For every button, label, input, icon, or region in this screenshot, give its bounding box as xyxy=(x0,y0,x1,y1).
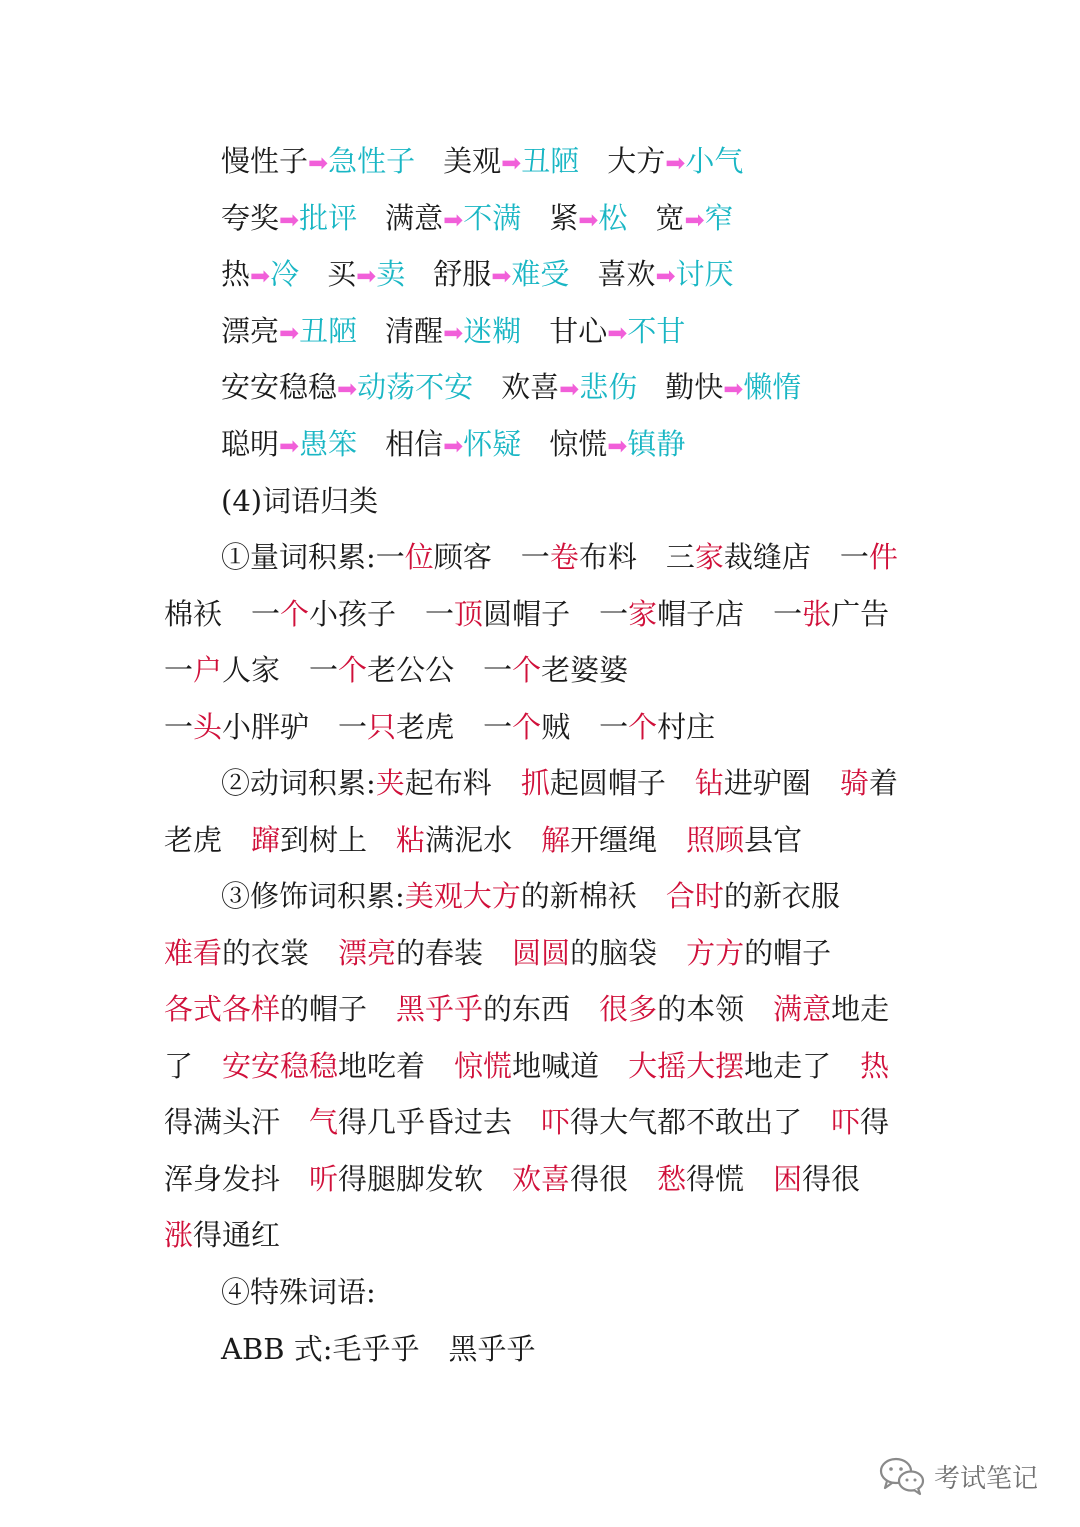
antonym-word: 悲伤 xyxy=(579,370,638,404)
arrow-icon: ➡ xyxy=(559,375,580,403)
text-run: 得腿脚发软 xyxy=(338,1162,513,1196)
highlight-word: 合时 xyxy=(665,879,724,913)
section-heading: (4)词语归类 xyxy=(221,484,379,518)
text-run: ①量词积累:一 xyxy=(221,540,405,574)
arrow-icon: ➡ xyxy=(684,206,705,234)
highlight-word: 家 xyxy=(628,597,658,631)
modifier-line xyxy=(164,1046,924,1086)
text-run: 地走 xyxy=(831,992,890,1026)
text-run: 地吃着 xyxy=(338,1049,455,1083)
word: 大方 xyxy=(607,144,666,178)
arrow-icon: ➡ xyxy=(607,319,628,347)
text-run: ②动词积累: xyxy=(221,766,376,800)
antonym-pair xyxy=(549,311,685,353)
text-run: 得大气都不敢出了 xyxy=(570,1105,832,1139)
highlight-word: 张 xyxy=(802,597,832,631)
antonym-word: 批评 xyxy=(299,201,358,235)
antonym-word: 讨厌 xyxy=(675,257,734,291)
highlight-word: 大摇大摆 xyxy=(628,1049,745,1083)
text-run: 广告 xyxy=(831,597,890,631)
text-run: 的帽子 xyxy=(280,992,397,1026)
highlight-word: 夹 xyxy=(375,766,405,800)
antonym-line xyxy=(221,141,981,183)
highlight-word: 钻 xyxy=(694,766,724,800)
highlight-word: 顶 xyxy=(454,597,484,631)
antonym-word: 愚笨 xyxy=(299,427,358,461)
arrow-icon: ➡ xyxy=(655,262,676,290)
highlight-word: 困 xyxy=(773,1162,803,1196)
highlight-word: 涨 xyxy=(164,1218,194,1252)
modifier-line xyxy=(164,1159,924,1199)
verb-line xyxy=(221,763,981,803)
watermark-label: 考试笔记 xyxy=(934,1463,1039,1494)
highlight-word: 热 xyxy=(860,1049,890,1083)
antonym-line xyxy=(221,254,981,296)
text-run: 的衣裳 xyxy=(222,936,339,970)
text-run: 的春装 xyxy=(396,936,513,970)
text-run: 得几乎昏过去 xyxy=(338,1105,542,1139)
text-run: 老公公 一 xyxy=(367,653,513,687)
text-run: 的新衣服 xyxy=(723,879,840,913)
arrow-icon: ➡ xyxy=(308,149,329,177)
highlight-word: 照顾 xyxy=(686,823,745,857)
text-run: 老虎 xyxy=(164,823,252,857)
word: 喜欢 xyxy=(597,257,656,291)
text-run: 顾客 一 xyxy=(433,540,550,574)
highlight-word: 安安稳稳 xyxy=(222,1049,339,1083)
antonym-word: 镇静 xyxy=(627,427,686,461)
highlight-word: 个 xyxy=(512,710,542,744)
text-run: 贼 一 xyxy=(541,710,629,744)
text-run: 县官 xyxy=(744,823,803,857)
arrow-icon: ➡ xyxy=(501,149,522,177)
antonym-pair xyxy=(221,367,473,409)
watermark xyxy=(878,1455,1038,1497)
text-run: 的帽子 xyxy=(744,936,832,970)
word: 甘心 xyxy=(549,314,608,348)
modifier-line xyxy=(221,876,981,916)
arrow-icon: ➡ xyxy=(443,319,464,347)
highlight-word: 个 xyxy=(628,710,658,744)
text-run: 帽子店 一 xyxy=(657,597,803,631)
word: 勤快 xyxy=(665,370,724,404)
arrow-icon: ➡ xyxy=(578,206,599,234)
word: 满意 xyxy=(385,201,444,235)
text-run: 开缰绳 xyxy=(570,823,687,857)
highlight-word: 吓 xyxy=(541,1105,571,1139)
text-run: 人家 一 xyxy=(222,653,339,687)
highlight-word: 很多 xyxy=(599,992,658,1026)
word: 宽 xyxy=(655,201,685,235)
antonym-line xyxy=(221,198,981,240)
highlight-word: 头 xyxy=(193,710,223,744)
measure-line xyxy=(164,594,924,634)
antonym-word: 丑陋 xyxy=(521,144,580,178)
arrow-icon: ➡ xyxy=(665,149,686,177)
antonym-word: 冷 xyxy=(270,257,300,291)
modifier-line xyxy=(164,989,924,1029)
antonym-pair xyxy=(221,198,357,240)
text-run: 了 xyxy=(164,1049,223,1083)
text-run: 地喊道 xyxy=(512,1049,629,1083)
antonym-pair xyxy=(597,254,733,296)
highlight-word: 抓 xyxy=(520,766,550,800)
arrow-icon: ➡ xyxy=(491,262,512,290)
highlight-word: 气 xyxy=(309,1105,339,1139)
highlight-word: 户 xyxy=(193,653,223,687)
highlight-word: 各式各样 xyxy=(164,992,281,1026)
highlight-word: 卷 xyxy=(549,540,579,574)
arrow-icon: ➡ xyxy=(356,262,377,290)
text-run: 得满头汗 xyxy=(164,1105,310,1139)
word: 欢喜 xyxy=(501,370,560,404)
special-words-line: ABB 式:毛乎乎 黑乎乎 xyxy=(221,1332,536,1366)
antonym-pair xyxy=(385,198,521,240)
text-run: 小孩子 一 xyxy=(309,597,455,631)
text-run: 得 xyxy=(860,1105,890,1139)
text-run: 的东西 xyxy=(483,992,600,1026)
word: 聪明 xyxy=(221,427,280,461)
highlight-word: 难看 xyxy=(164,936,223,970)
highlight-word: 粘 xyxy=(396,823,426,857)
arrow-icon: ➡ xyxy=(723,375,744,403)
text-run: 老虎 一 xyxy=(396,710,513,744)
wechat-icon xyxy=(878,1455,926,1497)
antonym-word: 松 xyxy=(598,201,628,235)
antonym-word: 丑陋 xyxy=(299,314,358,348)
text-run: 一 xyxy=(164,653,194,687)
highlight-word: 满意 xyxy=(773,992,832,1026)
text-run: 老婆婆 xyxy=(541,653,629,687)
antonym-pair xyxy=(665,367,801,409)
modifier-line xyxy=(164,1215,924,1255)
highlight-word: 个 xyxy=(512,653,542,687)
word: 夸奖 xyxy=(221,201,280,235)
text-run: 浑身发抖 xyxy=(164,1162,310,1196)
text-run: 棉袄 一 xyxy=(164,597,281,631)
antonym-pair xyxy=(327,254,405,296)
word: 买 xyxy=(327,257,357,291)
text-run: 地走了 xyxy=(744,1049,861,1083)
antonym-pair xyxy=(655,198,733,240)
highlight-word: 只 xyxy=(367,710,397,744)
antonym-line xyxy=(221,367,981,409)
arrow-icon: ➡ xyxy=(250,262,271,290)
text-run: 小胖驴 一 xyxy=(222,710,368,744)
modifier-line xyxy=(164,933,924,973)
highlight-word: 惊慌 xyxy=(454,1049,513,1083)
text-run: 村庄 xyxy=(657,710,716,744)
highlight-word: 位 xyxy=(404,540,434,574)
highlight-word: 方方 xyxy=(686,936,745,970)
text-run: 进驴圈 xyxy=(723,766,840,800)
text-run: 起圆帽子 xyxy=(549,766,695,800)
text-run: 的脑袋 xyxy=(570,936,687,970)
antonym-pair xyxy=(385,424,521,466)
measure-line xyxy=(164,707,924,747)
antonym-pair xyxy=(501,367,637,409)
antonym-pair xyxy=(221,424,357,466)
highlight-word: 家 xyxy=(694,540,724,574)
highlight-word: 件 xyxy=(868,540,898,574)
antonym-word: 迷糊 xyxy=(463,314,522,348)
verb-line xyxy=(164,820,924,860)
word: 清醒 xyxy=(385,314,444,348)
arrow-icon: ➡ xyxy=(279,206,300,234)
antonym-pair xyxy=(385,311,521,353)
highlight-word: 漂亮 xyxy=(338,936,397,970)
word: 安安稳稳 xyxy=(221,370,338,404)
antonym-word: 难受 xyxy=(511,257,570,291)
antonym-pair xyxy=(221,311,357,353)
arrow-icon: ➡ xyxy=(279,319,300,347)
text-run: 满泥水 xyxy=(425,823,542,857)
word: 惊慌 xyxy=(549,427,608,461)
word: 热 xyxy=(221,257,251,291)
highlight-word: 愁 xyxy=(657,1162,687,1196)
text-run: 一 xyxy=(164,710,194,744)
antonym-word: 不甘 xyxy=(627,314,686,348)
word: 舒服 xyxy=(433,257,492,291)
text-run: 的本领 xyxy=(657,992,774,1026)
antonym-word: 怀疑 xyxy=(463,427,522,461)
highlight-word: 圆圆 xyxy=(512,936,571,970)
antonym-pair xyxy=(607,141,743,183)
measure-line xyxy=(221,537,981,577)
highlight-word: 吓 xyxy=(831,1105,861,1139)
antonym-word: 动荡不安 xyxy=(357,370,474,404)
word: 漂亮 xyxy=(221,314,280,348)
text-run: 的新棉袄 xyxy=(520,879,666,913)
word: 慢性子 xyxy=(221,144,309,178)
word: 美观 xyxy=(443,144,502,178)
antonym-word: 懒惰 xyxy=(743,370,802,404)
arrow-icon: ➡ xyxy=(443,432,464,460)
antonym-word: 急性子 xyxy=(328,144,416,178)
antonym-pair xyxy=(433,254,569,296)
antonym-word: 小气 xyxy=(685,144,744,178)
text-run: 着 xyxy=(868,766,898,800)
antonym-word: 卖 xyxy=(376,257,406,291)
highlight-word: 美观大方 xyxy=(404,879,521,913)
highlight-word: 听 xyxy=(309,1162,339,1196)
arrow-icon: ➡ xyxy=(279,432,300,460)
arrow-icon: ➡ xyxy=(607,432,628,460)
text-run: 到树上 xyxy=(280,823,397,857)
text-run: 得通红 xyxy=(193,1218,281,1252)
highlight-word: 个 xyxy=(338,653,368,687)
antonym-word: 不满 xyxy=(463,201,522,235)
antonym-pair xyxy=(549,424,685,466)
text-run: 圆帽子 一 xyxy=(483,597,629,631)
highlight-word: 解 xyxy=(541,823,571,857)
highlight-word: 个 xyxy=(280,597,310,631)
antonym-pair xyxy=(443,141,579,183)
highlight-word: 骑 xyxy=(839,766,869,800)
arrow-icon: ➡ xyxy=(443,206,464,234)
arrow-icon: ➡ xyxy=(337,375,358,403)
antonym-pair xyxy=(221,141,415,183)
measure-line xyxy=(164,650,924,690)
modifier-line xyxy=(164,1102,924,1142)
highlight-word: 黑乎乎 xyxy=(396,992,484,1026)
text-run: 得很 xyxy=(802,1162,861,1196)
highlight-word: 欢喜 xyxy=(512,1162,571,1196)
antonym-pair xyxy=(549,198,627,240)
highlight-word: 蹿 xyxy=(251,823,281,857)
antonym-word: 窄 xyxy=(704,201,734,235)
word: 紧 xyxy=(549,201,579,235)
antonym-line xyxy=(221,424,981,466)
word: 相信 xyxy=(385,427,444,461)
text-run: 得很 xyxy=(570,1162,658,1196)
antonym-pair xyxy=(221,254,299,296)
text-run: 裁缝店 一 xyxy=(723,540,869,574)
antonym-line xyxy=(221,311,981,353)
text-run: 得慌 xyxy=(686,1162,774,1196)
text-run: 起布料 xyxy=(404,766,521,800)
text-run: ③修饰词积累: xyxy=(221,879,405,913)
text-run: 布料 三 xyxy=(578,540,695,574)
special-words-heading: ④特殊词语: xyxy=(221,1275,376,1309)
